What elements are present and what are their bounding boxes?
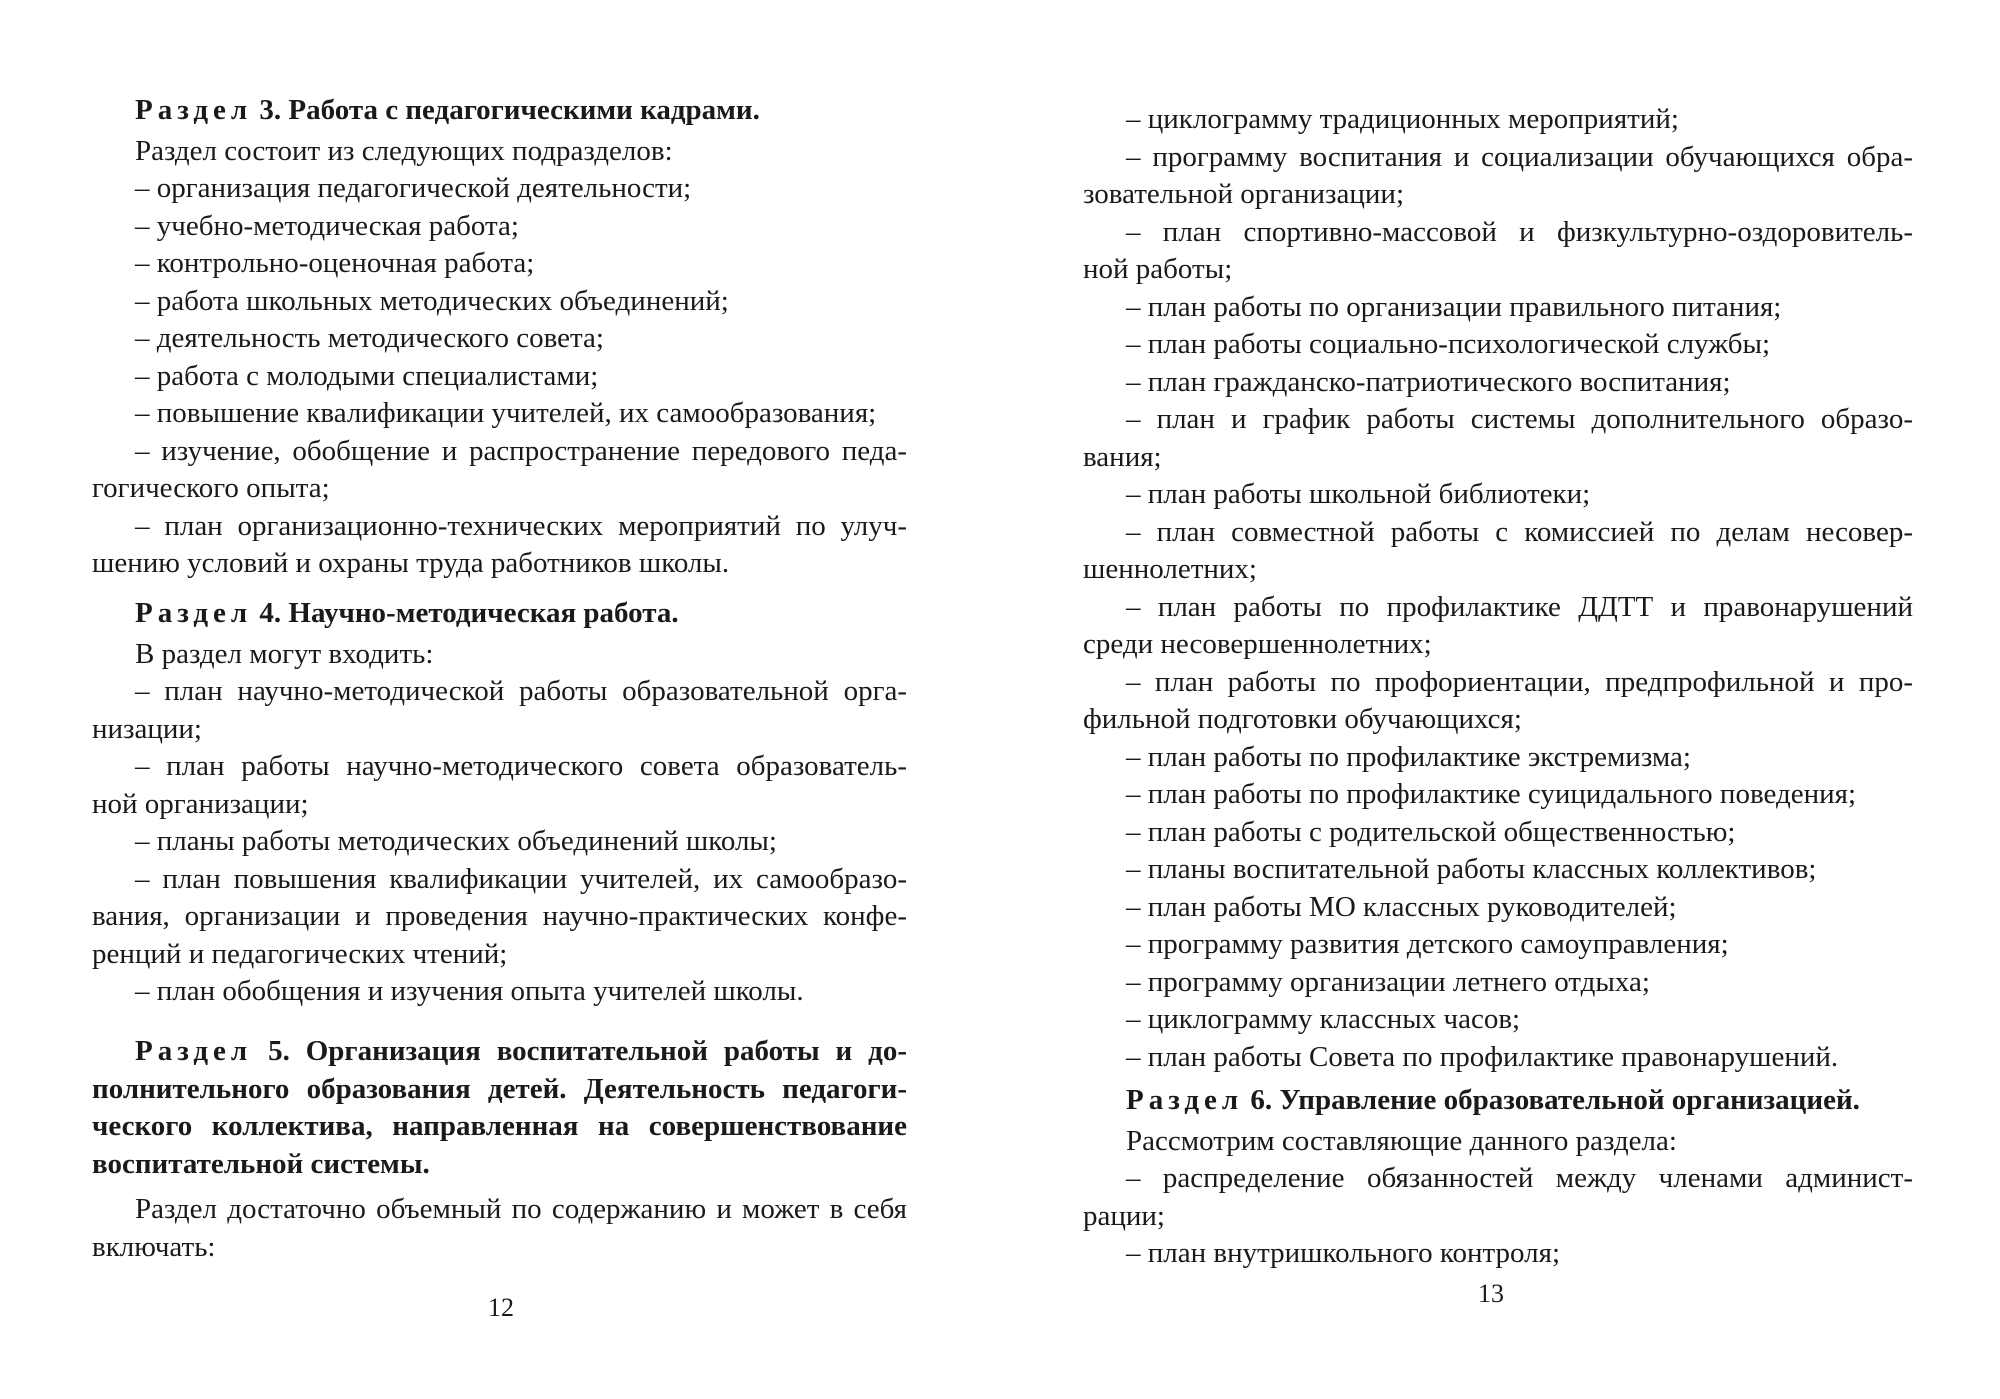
section-6-intro: Рассмотрим составляющие данного раздела: — [1126, 1124, 1677, 1157]
list-item: – план работы по организации правильного питания; — [1126, 290, 1782, 323]
section-4-intro: В раздел могут входить: — [135, 637, 434, 670]
page-number: 12 — [488, 1293, 514, 1322]
list-item: – план организационно-технических мероприятий по улуч- — [135, 509, 907, 542]
list-item: низации; — [92, 712, 202, 745]
list-item: – план и график работы системы дополнительного образо- — [1126, 403, 1913, 435]
list-item: – контрольно-оценочная работа; — [135, 247, 535, 279]
list-item: – план работы МО классных руководителей; — [1126, 890, 1677, 923]
list-item: – распределение обязанностей между членами админист- — [1126, 1162, 1913, 1194]
body-line: Раздел достаточно объемный по содержанию и может в себя — [135, 1193, 907, 1225]
section-3-heading: Раздел 3. Работа с педагогическими кадрами. — [135, 94, 760, 126]
list-item: – план работы по профилактике суицидального поведения; — [1126, 778, 1857, 810]
list-item: – деятельность методического совета; — [135, 322, 604, 354]
list-item: – программу развития детского самоуправления; — [1126, 928, 1729, 960]
list-item: зовательной организации; — [1083, 178, 1404, 210]
list-item: – программу воспитания и социализации обучающихся обра- — [1126, 140, 1913, 173]
list-item: – организация педагогической деятельности; — [135, 172, 692, 204]
page-number: 13 — [1478, 1279, 1504, 1308]
list-item: – план совместной работы с комиссией по делам несовер- — [1126, 515, 1913, 548]
list-item: – учебно-методическая работа; — [135, 209, 519, 242]
list-item: – работа с молодыми специалистами; — [135, 359, 599, 392]
list-item: – план работы социально-психологической службы; — [1126, 328, 1771, 360]
list-item: вания; — [1083, 440, 1162, 473]
section-5 — [92, 1033, 907, 1266]
list-item: – планы работы методических объединений школы; — [135, 825, 777, 857]
list-item: – план внутришкольного контроля; — [1126, 1237, 1560, 1269]
list-item: среди несовершеннолетних; — [1083, 628, 1432, 660]
section-5-heading-line: воспитательной системы. — [92, 1147, 430, 1180]
right-page — [1000, 0, 2000, 1399]
list-item: – план научно-методической работы образовательной орга- — [135, 675, 907, 707]
list-item: – план работы научно-методического совета образователь- — [135, 750, 907, 782]
list-item: – план работы школьной библиотеки; — [1126, 478, 1591, 510]
list-item: фильной подготовки обучающихся; — [1083, 703, 1522, 735]
list-item: – план спортивно-массовой и физкультурно-оздоровитель- — [1126, 215, 1913, 248]
section-5-heading: Раздел 5. Организация воспитательной работы и до- — [135, 1035, 907, 1067]
list-item: шению условий и охраны труда работников школы. — [92, 547, 730, 579]
section-5-list — [1083, 101, 1913, 1076]
list-item: гогического опыта; — [92, 472, 330, 504]
list-item: – циклограмму традиционных мероприятий; — [1126, 103, 1679, 135]
list-item: – изучение, обобщение и распространение передового педа- — [135, 434, 907, 467]
section-6 — [1083, 1082, 1913, 1273]
list-item: – план работы по профилактике ДДТТ и правонарушений — [1126, 590, 1913, 623]
list-item: ренций и педагогических чтений; — [92, 937, 508, 970]
list-item: вания, организации и проведения научно-практических конфе- — [92, 900, 907, 932]
list-item: рации; — [1083, 1199, 1165, 1232]
list-item: – план работы по профилактике экстремизма; — [1126, 740, 1691, 773]
list-item: – план работы с родительской общественностью; — [1126, 815, 1736, 848]
section-5-heading-line: ческого коллектива, направленная на совершенствование — [92, 1110, 907, 1142]
section-3-intro: Раздел состоит из следующих подразделов: — [135, 134, 673, 167]
list-item: – план повышения квалификации учителей, их самообразо- — [135, 862, 907, 895]
list-item: – план обобщения и изучения опыта учителей школы. — [135, 975, 804, 1007]
list-item: – программу организации летнего отдыха; — [1126, 965, 1650, 998]
list-item: ной работы; — [1083, 253, 1233, 285]
list-item: – планы воспитательной работы классных коллективов; — [1126, 853, 1817, 885]
list-item: шеннолетних; — [1083, 553, 1257, 585]
section-4 — [92, 595, 907, 1011]
body-line: включать: — [92, 1230, 216, 1263]
list-item: – повышение квалификации учителей, их самообразования; — [135, 397, 877, 429]
section-4-heading: Раздел 4. Научно-методическая работа. — [135, 597, 679, 629]
list-item: – работа школьных методических объединений; — [135, 284, 729, 317]
list-item: ной организации; — [92, 787, 309, 820]
section-3 — [92, 92, 907, 583]
list-item: – циклограмму классных часов; — [1126, 1003, 1521, 1035]
list-item: – план гражданско-патриотического воспитания; — [1126, 365, 1731, 398]
list-item: – план работы Совета по профилактике правонарушений. — [1126, 1040, 1839, 1073]
list-item: – план работы по профориентации, предпрофильной и про- — [1126, 665, 1913, 698]
section-6-heading: Раздел 6. Управление образовательной организацией. — [1126, 1084, 1860, 1116]
section-5-heading-line: полнительного образования детей. Деятельность педагоги- — [92, 1072, 907, 1105]
